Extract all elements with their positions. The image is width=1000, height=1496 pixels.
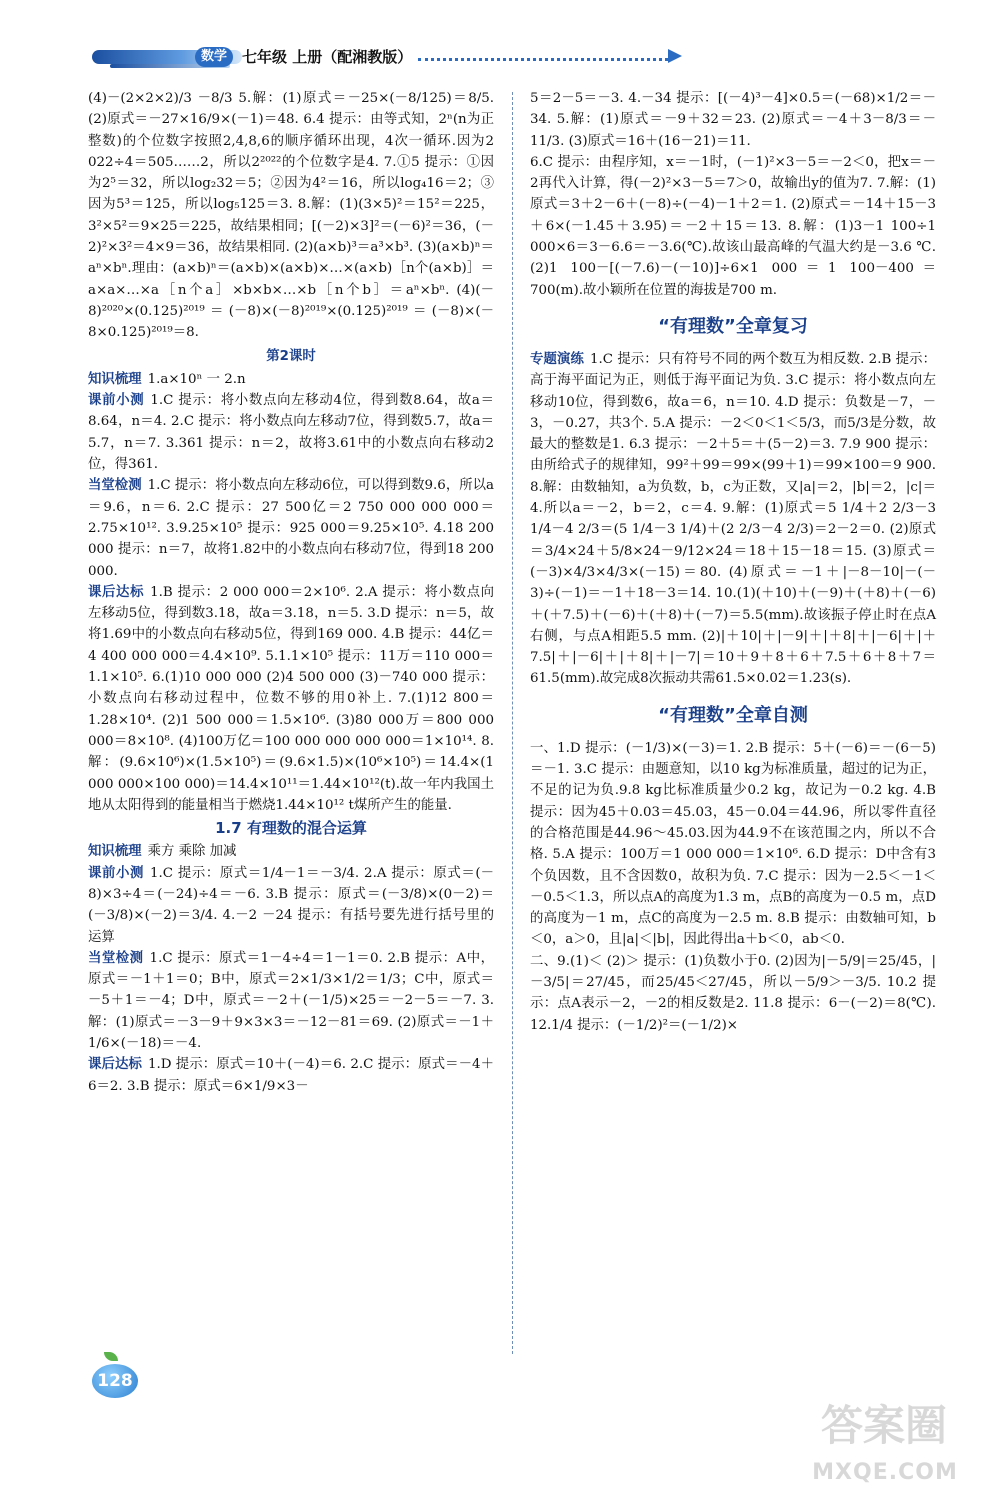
answer-text: 1.C 提示：原式＝1/4－1＝－3/4. 2.A 提示：原式＝(－8)×3÷4＝(－24)÷4＝－6. 3.B 提示：原式＝(－3/8)×(0－2)＝(－3/8)×(－2)＝3/4. 4.－2 －24 提示：有括号要先进行括号里的运算 <box>88 865 495 945</box>
book-title: 七年级 上册（配湘教版） <box>242 48 413 66</box>
answer-text: 1.C 提示：原式＝1－4÷4＝1－1＝0. 2.B 提示：A中，原式＝－1＋1＝0；B中，原式＝2×1/3×1/2＝1/3；C中，原式＝－5＋1＝－4；D中，原式＝－2＋(－1/5)×25＝－2－5＝－7. 3.解：(1)原式＝－3－9＋9×3×3＝－12－81＝69. (2)原式＝－1＋1/6×(－18)＝－4. <box>88 950 494 1052</box>
answer-text: 1.B 提示：2 000 000＝2×10⁶. 2.A 提示：将小数点向左移动5位，得到数3.18，故a＝3.18，n＝5. 3.D 提示：n＝5，故将1.69中的小数点向右移动5位，得到169 000. 4.B 提示：44亿＝4 400 000 000＝4.4×10⁹. 5.1.1×10⁵ 提示：11万＝110 000＝1.1×10⁵. 6.(1)10 000 000 (2)4 500 000 (3)－740 000 提示：小数点向右移动过程中，位数不够的用0补上. 7.(1)12 800＝1.28×10⁴. (2)1 500 000＝1.5×10⁶. (3)80 000万＝800 000 000＝8×10⁸. (4)100万亿＝100 000 000 000 000＝1×10¹⁴. 8.解：(9.6×10⁶)×(1.5×10⁵)＝(9.6×1.5)×(10⁶×10⁵)＝14.4×(1 000 000×100 000)＝14.4×10¹¹＝1.44×10¹²(t).故一年内我国土地从太阳得到的能量相当于燃烧1.44×10¹² t煤所产生的能量. <box>88 584 494 813</box>
answer-block <box>530 349 936 690</box>
answer-text: 1.a×10ⁿ 一 2.n <box>147 371 246 387</box>
lesson-title: 第2课时 <box>266 348 316 364</box>
leaf-icon <box>104 1352 118 1361</box>
section-label: 课后达标 <box>88 1057 142 1073</box>
section-label: 课前小测 <box>88 393 145 409</box>
left-column <box>88 88 494 1097</box>
answer-block <box>88 390 494 475</box>
section-label: 当堂检测 <box>88 950 144 966</box>
section-label: 课后达标 <box>88 584 145 600</box>
section-label: 知识梳理 <box>88 371 142 387</box>
column-divider <box>512 92 513 1354</box>
subject-badge: 数学 <box>195 47 233 67</box>
answer-text: 1.C 提示：只有符号不同的两个数互为相反数. 2.B 提示：高于海平面记为正，则低于海平面记为负. 3.C 提示：将小数点向左移动10位，得到数6，故a＝6，n＝10. 4.D 提示：负数是－7，－3，－0.27，共3个. 5.A 提示：－2＜0＜1＜5/3，而5/3是分数，故最大的整数是1. 6.3 提示：－2＋5＝＋(5－2)＝3. 7.9 900 提示：由所给式子的规律知，99²＋99＝99×(99＋1)＝99×100＝9 900. 8.解：由数轴知，a为负数，b，c为正数，又|a|＝2，|b|＝2，|c|＝4.所以a＝－2，b＝2，c＝4. 9.解：(1)原式＝5 1/4＋2 2/3－3 1/4－4 2/3＝(5 1/4－3 1/4)＋(2 2/3－4 2/3)＝2－2＝0. (2)原式＝3/4×24＋5/8×24－9/12×24＝18＋15－18＝15. (3)原式＝(－3)×4/3×4/3×(－15)＝80. (4)原式＝－1＋|－8－10|－(－3)÷(－1)＝－1＋18－3＝14. 10.(1)(＋10)＋(－9)＋(＋8)＋(－6)＋(＋7.5)＋(－6)＋(＋8)＋(－7)＝5.5(mm).故该振子停止时在点A右侧，与点A相距5.5 mm. (2)|＋10|＋|－9|＋|＋8|＋|－6|＋|＋7.5|＋|－6|＋|＋8|＋|－7|＝10＋9＋8＋6＋7.5＋6＋8＋7＝61.5(mm).故完成8次振动共需61.5×0.02＝1.23(s). <box>530 351 937 687</box>
answer-block <box>88 475 494 581</box>
answer-block <box>88 841 494 862</box>
section-label: 知识梳理 <box>88 844 142 860</box>
answer-block <box>88 948 494 1054</box>
chapter-review-title: “有理数”全章复习 <box>658 315 808 337</box>
page-header <box>0 0 1000 80</box>
answer-block: 一、1.D 提示：(－1/3)×(－3)＝1. 2.B 提示：5＋(－6)＝－(6－5)＝－1. 3.C 提示：由题意知，以10 kg为标准质量，超过的记为正，不足的记为负.9.8 kg比标准质量少0.2 kg，故记为－0.2 kg. 4.B 提示：因为45＋0.03＝45.03，45－0.04＝44.96，所以零件直径的合格范围是44.96～45.03.因为44.9不在该范围之内，所以不合格. 5.A 提示：100万＝1 000 000＝1×10⁶. 6.D 提示：D中含有3个负因数，且不含因数0，故积为负. 7.C 提示：因为－2.5＜－1＜－0.5＜1.3，所以点A的高度为1.3 m，点B的高度为－0.5 m，点D的高度为－1 m，点C的高度为－2.5 m. 8.B 提示：由数轴可知，b＜0，a＞0，且|a|＜|b|，因此得出a＋b＜0，ab＜0. <box>530 740 936 948</box>
watermark-url: MXQE.COM <box>812 1460 958 1485</box>
arrow-right-icon <box>668 49 682 63</box>
chapter-test-title: “有理数”全章自测 <box>658 704 808 726</box>
answer-block <box>88 369 494 390</box>
right-column <box>530 88 936 1036</box>
answer-block: 6.C 提示：由程序知，x＝－1时，(－1)²×3－5＝－2＜0，把x＝－2再代入计算，得(－2)²×3－5＝7＞0，故输出y的值为7. 7.解：(1)原式＝3＋2－6＋(－8)÷(－4)－1＋2＝1. (2)原式＝－14＋15－3＋6×(－1.45＋3.95)＝－2＋15＝13. 8.解：(1)3－1 100÷1 000×6＝3－6.6＝－3.6(℃).故该山最高峰的气温大约是－3.6 ℃. (2)1 100－[(－7.6)－(－10)]÷6×1 000＝1 100－400＝700(m).故小颖所在位置的海拔是700 m. <box>530 154 936 298</box>
answer-block: 二、9.(1)＜ (2)＞ 提示：(1)负数小于0. (2)因为|－5/9|＝25/45，|－3/5|＝27/45，而25/45＜27/45，所以－5/9＞－3/5. 10.2 提示：点A表示－2，－2的相反数是2. 11.8 提示：6－(－2)＝8(℃). 12.1/4 提示：(－1/2)²＝(－1/2)× <box>530 953 936 1033</box>
answer-block <box>88 1054 494 1097</box>
section-title: 1.7 有理数的混合运算 <box>215 819 367 838</box>
answer-block: 5＝2－5＝－3. 4.－34 提示：[(－4)³－4]×0.5＝(－68)×1/2＝－34. 5.解：(1)原式＝－9＋32＝23. (2)原式＝－4＋3－8/3＝－11/3. (3)原式＝16＋(16－21)＝11. <box>530 91 936 149</box>
section-label: 专题演练 <box>530 351 584 367</box>
answer-block: (4)－(2×2×2)/3 －8/3 5.解：(1)原式＝－25×(－8/125)＝8/5. (2)原式＝－27×16/9×(－1)＝48. 6.4 提示：由等式知，2ⁿ(n为正整数)的个位数字按照2,4,8,6的顺序循环出现，4次一循环.因为2 022÷4＝505……2，所以2²⁰²²的个位数字是4. 7.①5 提示：①因为2⁵＝32，所以log₂32＝5；②因为4²＝16，所以log₄16＝2；③因为5³＝125，所以log₅125＝3. 8.解：(1)(3×5)²＝15²＝225，3²×5²＝9×25＝225，故结果相同；[(－2)×3]²＝(－6)²＝36，(－2)²×3²＝4×9＝36，故结果相同. (2)(a×b)³＝a³×b³. (3)(a×b)ⁿ＝aⁿ×bⁿ.理由：(a×b)ⁿ＝(a×b)×(a×b)×…×(a×b)［n个(a×b)］＝a×a×…×a［n个a］×b×b×…×b［n个b］＝aⁿ×bⁿ. (4)(－8)²⁰²⁰×(0.125)²⁰¹⁹＝(－8)×(－8)²⁰¹⁹×(0.125)²⁰¹⁹＝(－8)×(－8×0.125)²⁰¹⁹＝8. <box>88 91 494 341</box>
answer-text: 1.D 提示：原式＝10＋(－4)＝6. 2.C 提示：原式＝－4＋6＝2. 3.B 提示：原式＝6×1/9×3－ <box>88 1057 495 1094</box>
header-dotted-line <box>418 58 668 61</box>
answer-text: 乘方 乘除 加减 <box>147 844 237 860</box>
section-label: 当堂检测 <box>88 478 142 494</box>
section-label: 课前小测 <box>88 865 145 881</box>
answer-block <box>88 863 494 948</box>
page-number: 128 <box>92 1364 138 1398</box>
answer-block <box>88 582 494 816</box>
answer-text: 1.C 提示：将小数点向左移动6位，可以得到数9.6，所以a＝9.6，n＝6. 2.C 提示：27 500亿＝2 750 000 000 000＝2.75×10¹². 3.9.25×10⁵ 提示：925 000＝9.25×10⁵. 4.18 200 000 提示：n＝7，故将1.82中的小数点向右移动7位，得到18 200 000. <box>88 478 495 579</box>
watermark-logo: 答案圈 <box>820 1401 947 1450</box>
watermark <box>800 1396 970 1488</box>
answer-text: 1.C 提示：将小数点向左移动4位，得到数8.64，故a＝8.64，n＝4. 2.C 提示：将小数点向左移动7位，得到数5.7，故a＝5.7，n＝7. 3.361 提示：n＝2，故将3.61中的小数点向右移动2位，得361. <box>88 393 494 473</box>
